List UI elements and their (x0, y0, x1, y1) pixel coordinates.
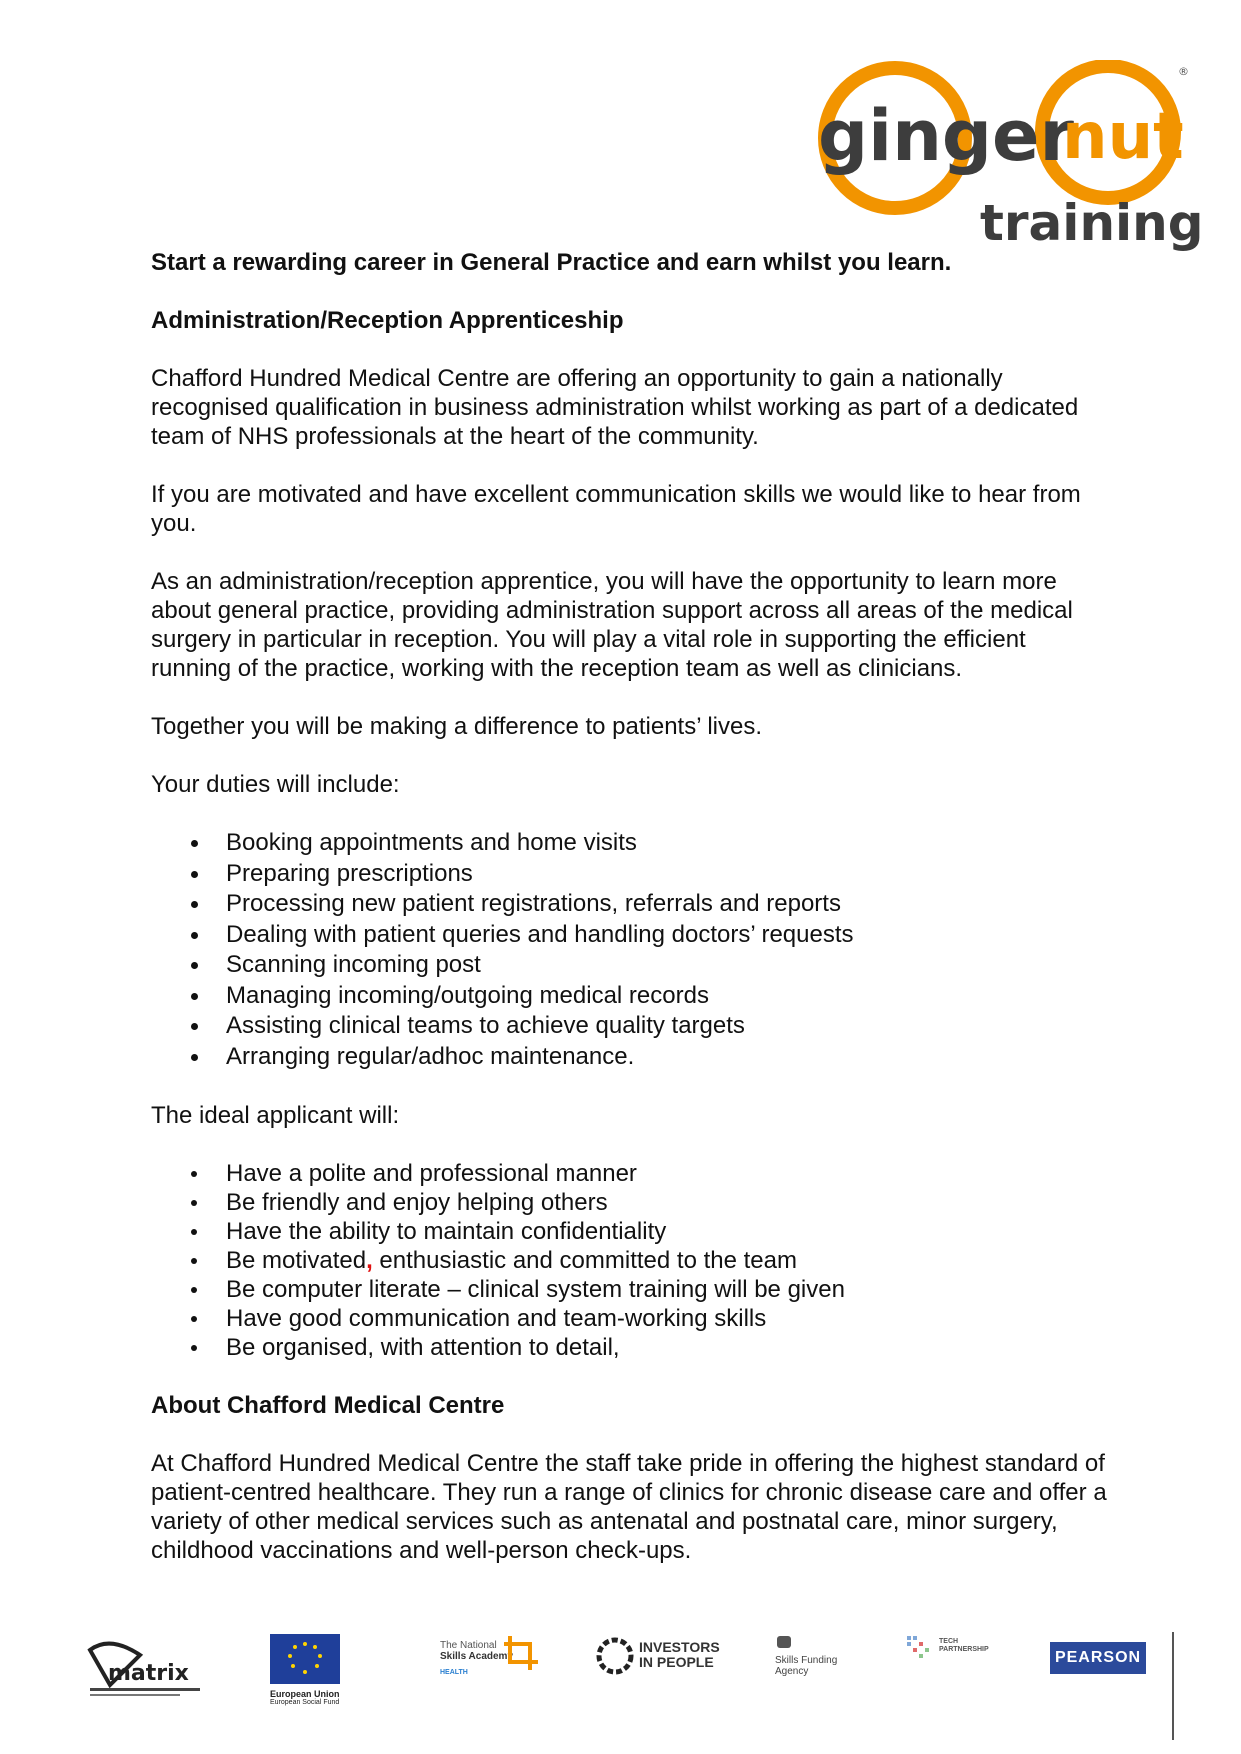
about-heading: About Chafford Medical Centre (151, 1392, 505, 1419)
matrix-logo (70, 1630, 220, 1720)
headline: Start a rewarding career in General Practice and earn whilst you learn. (151, 249, 952, 276)
footer-logos (60, 1620, 1180, 1730)
sfa-line-1: Skills Funding (775, 1655, 838, 1666)
list-item: Be computer literate – clinical system training will be given (151, 1275, 1111, 1304)
gingernut-training-logo (790, 60, 1210, 260)
intro-paragraph: Chafford Hundred Medical Centre are offering an opportunity to gain a nationally recognised qualification in business administration whilst working as part of a dedicated team of NHS professionals at the heart of the community. (151, 365, 1079, 450)
tech-partnership-label: TECH PARTNERSHIP (939, 1638, 989, 1653)
about-paragraph: At Chafford Hundred Medical Centre the staff take pride in offering the highest standard of patient-centred healthcare. They run a range of clinics for chronic disease care and offer a variety of other medical services such as antenatal and postnatal care, minor surgery, childhood vaccinations and well-person check-ups. (151, 1450, 1107, 1564)
european-union-logo (270, 1634, 346, 1707)
red-comma: , (366, 1247, 373, 1274)
list-item: Preparing prescriptions (151, 859, 1111, 890)
national-skills-academy-logo (440, 1640, 540, 1678)
ideal-intro: The ideal applicant will: (151, 1102, 400, 1129)
nsa-line-2: Skills Academy (440, 1651, 514, 1662)
list-item (151, 1246, 1111, 1275)
eu-line-2: European Social Fund (270, 1699, 340, 1706)
list-item: Be organised, with attention to detail, (151, 1333, 1111, 1362)
list-item: Booking appointments and home visits (151, 828, 1111, 859)
list-item-text: Be motivated (226, 1247, 367, 1274)
investors-in-people-logo (595, 1636, 725, 1680)
list-item: Dealing with patient queries and handling doctors’ requests (151, 920, 1111, 951)
document-body (151, 248, 1111, 1565)
iip-line-1: INVESTORS (639, 1639, 720, 1655)
duties-list (151, 828, 1111, 1072)
list-item: Scanning incoming post (151, 950, 1111, 981)
list-item-text: enthusiastic and committed to the team (372, 1247, 797, 1274)
list-item: Processing new patient registrations, referrals and reports (151, 889, 1111, 920)
iip-line-2: IN PEOPLE (639, 1654, 714, 1670)
eu-line-1: European Union (270, 1689, 340, 1699)
difference-paragraph: Together you will be making a difference to patients’ lives. (151, 713, 763, 740)
list-item: Arranging regular/adhoc maintenance. (151, 1042, 1111, 1073)
list-item: Have the ability to maintain confidentiality (151, 1217, 1111, 1246)
logo-word-ginger: ginger (818, 95, 1075, 177)
eu-flag-icon (270, 1634, 340, 1684)
sfa-line-2: Agency (775, 1666, 809, 1677)
pearson-logo: PEARSON (1050, 1642, 1146, 1674)
nsa-frame-icon (502, 1634, 542, 1672)
motivation-paragraph: If you are motivated and have excellent communication skills we would like to hear from you. (151, 481, 1081, 537)
footer-divider-line (1172, 1632, 1174, 1740)
svg-text:matrix: matrix (108, 1661, 189, 1686)
logo-word-nut: nut (1062, 100, 1184, 174)
logo-registered-mark: ® (1178, 65, 1189, 78)
list-item: Have good communication and team-working skills (151, 1304, 1111, 1333)
role-paragraph: As an administration/reception apprentice, you will have the opportunity to learn more about general practice, providing administration support across all areas of the medical surgery in particular in reception. You will play a vital role in supporting the efficient running of the practice, working with the reception team as well as clinicians. (151, 568, 1073, 682)
subheading: Administration/Reception Apprenticeship (151, 307, 624, 334)
list-item: Assisting clinical teams to achieve quality targets (151, 1011, 1111, 1042)
list-item: Managing incoming/outgoing medical records (151, 981, 1111, 1012)
logo-word-training: training (980, 194, 1204, 252)
crest-icon (775, 1634, 793, 1650)
list-item: Have a polite and professional manner (151, 1159, 1111, 1188)
nsa-line-1: The National (440, 1640, 497, 1651)
ideal-applicant-list (151, 1159, 1111, 1362)
list-item: Be friendly and enjoy helping others (151, 1188, 1111, 1217)
iip-circle-icon (595, 1636, 635, 1676)
tech-partnership-logo (905, 1632, 1005, 1665)
nsa-line-3: HEALTH (440, 1669, 468, 1676)
duties-intro: Your duties will include: (151, 771, 400, 798)
skills-funding-agency-logo (775, 1634, 865, 1677)
